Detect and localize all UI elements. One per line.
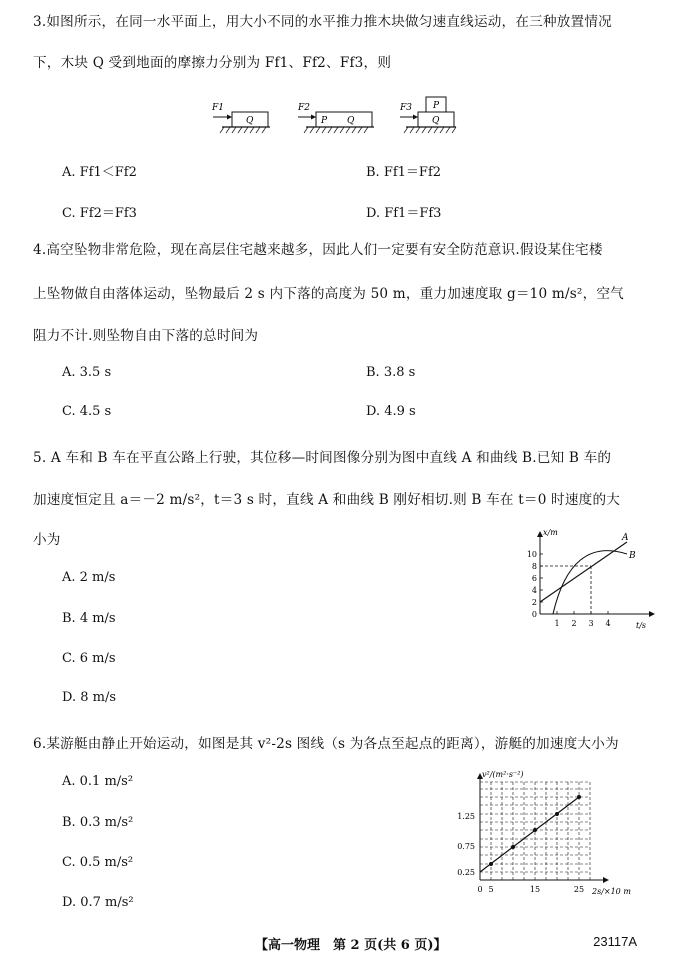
q5-stem-line2: 加速度恒定且 a＝－2 m/s²，t＝3 s 时，直线 A 和曲线 B 刚好相切.则 B 车在 t＝0 时速度的大: [33, 492, 621, 508]
q4-option-d[interactable]: D. 4.9 s: [366, 404, 416, 419]
q5-xtick: 3: [588, 619, 594, 628]
q5-ytick: 0: [531, 610, 537, 619]
q5-ytick: 8: [531, 562, 537, 571]
q4-stem-line1: 4.高空坠物非常危险，现在高层住宅越来越多，因此人们一定要有安全防范意识.假设某住宅楼: [33, 242, 603, 258]
q3-figure: [210, 92, 460, 137]
page-footer: 【高一物理 第 2 页(共 6 页)】: [255, 938, 447, 953]
q5-curve-b: [553, 551, 627, 614]
q3-option-d[interactable]: D. Ff1＝Ff3: [366, 206, 442, 221]
q3-option-a[interactable]: A. Ff1＜Ff2: [62, 165, 137, 180]
q3-figure-case3: [399, 97, 456, 133]
q5-graph-label-b: B: [629, 551, 636, 561]
q5-ytick: 10: [526, 550, 537, 559]
q3-label-f1: F1: [212, 103, 224, 113]
q6-ytick: 0.25: [457, 868, 475, 877]
q3-label-f3: F3: [400, 103, 412, 113]
q5-ytick: 4: [531, 586, 537, 595]
q5-ytick: 6: [531, 574, 537, 583]
q5-graph-label-a: A: [622, 533, 629, 543]
q6-xtick: 25: [573, 885, 585, 894]
q6-option-c[interactable]: C. 0.5 m/s²: [62, 855, 134, 870]
q4-option-a[interactable]: A. 3.5 s: [62, 365, 112, 380]
q4-option-c[interactable]: C. 4.5 s: [62, 404, 112, 419]
q6-option-a[interactable]: A. 0.1 m/s²: [62, 774, 134, 789]
q6-ytick: 0.75: [457, 842, 475, 851]
q5-ytick: 2: [531, 598, 537, 607]
q3-label-f2: F2: [298, 103, 310, 113]
q5-option-d[interactable]: D. 8 m/s: [62, 690, 117, 705]
q4-stem-line2: 上坠物做自由落体运动，坠物最后 2 s 内下落的高度为 50 m，重力加速度取 g＝10 m/s²，空气: [33, 286, 624, 302]
q6-option-b[interactable]: B. 0.3 m/s²: [62, 815, 134, 830]
q6-ytick: 1.25: [457, 812, 475, 821]
q5-xtick: 2: [571, 619, 577, 628]
q6-xtick: 0: [477, 885, 483, 894]
q3-stem-line1: 3.如图所示，在同一水平面上，用大小不同的水平推力推木块做匀速直线运动，在三种放置情况: [33, 14, 612, 30]
q5-xt-graph: [518, 526, 658, 632]
q6-graph-ylabel: v²/(m²·s⁻²): [482, 770, 524, 779]
q5-stem-line1: 5. A 车和 B 车在平直公路上行驶，其位移—时间图像分别为图中直线 A 和曲线 B.已知 B 车的: [33, 450, 612, 466]
q5-option-a[interactable]: A. 2 m/s: [62, 570, 116, 585]
q3-figure-case1: [211, 103, 270, 133]
q5-xtick: 4: [605, 619, 611, 628]
q5-xtick: 1: [554, 619, 560, 628]
q4-option-b[interactable]: B. 3.8 s: [366, 365, 416, 380]
q5-option-b[interactable]: B. 4 m/s: [62, 611, 116, 626]
q4-stem-line3: 阻力不计.则坠物自由下落的总时间为: [33, 328, 259, 344]
q5-graph-ylabel: x/m: [543, 528, 558, 537]
q3-label-p3: P: [433, 101, 440, 111]
q3-label-q2: Q: [347, 116, 355, 126]
q6-xtick: 5: [488, 885, 494, 894]
q6-data-line: [480, 797, 579, 872]
q3-option-c[interactable]: C. Ff2＝Ff3: [62, 206, 137, 221]
q6-xtick: 15: [529, 885, 541, 894]
q3-stem-line2: 下，木块 Q 受到地面的摩擦力分别为 Ff1、Ff2、Ff3，则: [33, 55, 392, 71]
q6-graph-xlabel: 2s/×10 m: [592, 887, 631, 896]
q6-option-d[interactable]: D. 0.7 m/s²: [62, 895, 134, 910]
q5-option-c[interactable]: C. 6 m/s: [62, 651, 116, 666]
q6-stem-line1: 6.某游艇由静止开始运动，如图是其 v²-2s 图线（s 为各点至起点的距离），游艇的加速度大小为: [33, 736, 619, 752]
q3-label-q3: Q: [432, 116, 440, 126]
q5-graph-xlabel: t/s: [636, 621, 647, 630]
q3-figure-case2: [297, 103, 374, 133]
q5-stem-line3: 小为: [33, 532, 61, 548]
paper-code: 23117A: [593, 934, 637, 949]
q6-v2-2s-graph: [440, 768, 660, 904]
q3-label-q1: Q: [246, 116, 254, 126]
q3-label-p2: P: [321, 116, 328, 126]
q3-option-b[interactable]: B. Ff1＝Ff2: [366, 165, 442, 180]
